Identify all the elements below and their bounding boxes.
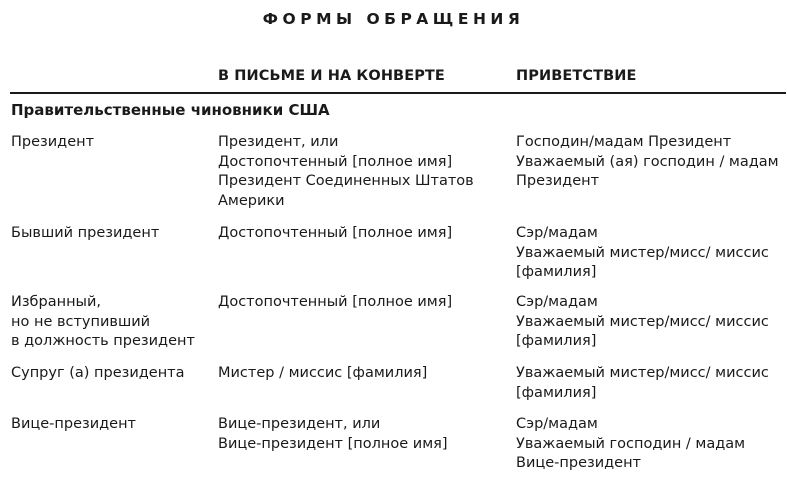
row-greeting-line: Господин/мадам Президент: [516, 134, 732, 150]
row-title: [11, 133, 94, 153]
row-title: [11, 415, 136, 435]
row-greeting-line: [фамилия]: [516, 333, 597, 349]
row-greeting-line: Сэр/мадам: [516, 294, 598, 310]
row-greeting-line: Уважаемый мистер/мисс/ миссис: [516, 244, 769, 261]
row-greeting-line: Уважаемый мистер/мисс/ миссис: [516, 313, 769, 330]
row-letter-form: [218, 133, 474, 211]
row-greeting-line: Уважаемый мистер/мисс/ миссис: [516, 365, 769, 381]
row-letter-form-line: Вице-президент [полное имя]: [218, 435, 448, 452]
row-title-line: Избранный,: [11, 294, 102, 310]
row-greeting-line: Президент: [516, 173, 600, 189]
row-letter-form-line: Вице-президент, или: [218, 416, 381, 432]
row-letter-form: [218, 224, 452, 244]
row-letter-form-line: Достопочтенный [полное имя]: [218, 153, 453, 170]
row-letter-form-line: Достопочтенный [полное имя]: [218, 225, 453, 241]
row-title: [11, 364, 185, 384]
row-title-line: Супруг (а) президента: [11, 365, 185, 381]
row-greeting-line: Вице-президент: [516, 455, 642, 471]
row-greeting-line: [фамилия]: [516, 264, 597, 280]
row-greeting: [516, 415, 745, 474]
row-title: [11, 224, 159, 244]
row-letter-form-line: Америки: [218, 192, 285, 209]
row-title-line: в должность президент: [11, 333, 195, 349]
row-title: [11, 293, 195, 352]
column-header-letter: В ПИСЬМЕ И НА КОНВЕРТЕ: [218, 68, 445, 84]
row-greeting-line: Уважаемый (ая) господин / мадам: [516, 153, 779, 170]
row-title-line: Бывший президент: [11, 225, 160, 241]
section-heading: Правительственные чиновники США: [11, 101, 330, 119]
row-title-line: Вице-президент: [11, 416, 137, 432]
row-title-line: но не вступивший: [11, 313, 151, 330]
row-letter-form-line: Достопочтенный [полное имя]: [218, 294, 453, 310]
row-letter-form-line: Мистер / миссис [фамилия]: [218, 365, 428, 381]
row-greeting: [516, 133, 779, 192]
page-title: ФОРМЫ ОБРАЩЕНИЯ: [262, 10, 525, 28]
row-title-line: Президент: [11, 134, 95, 150]
row-letter-form: [218, 293, 452, 313]
row-greeting: [516, 224, 769, 283]
row-greeting-line: Уважаемый господин / мадам: [516, 435, 746, 452]
row-letter-form: [218, 415, 448, 454]
row-letter-form-line: Президент, или: [218, 134, 339, 150]
row-greeting: [516, 364, 769, 403]
row-letter-form-line: Президент Соединенных Штатов: [218, 173, 474, 189]
row-letter-form: [218, 364, 427, 384]
column-header-greeting: ПРИВЕТСТВИЕ: [516, 68, 637, 84]
row-greeting: [516, 293, 769, 352]
row-greeting-line: Сэр/мадам: [516, 416, 598, 432]
row-greeting-line: [фамилия]: [516, 384, 597, 401]
row-greeting-line: Сэр/мадам: [516, 225, 598, 241]
